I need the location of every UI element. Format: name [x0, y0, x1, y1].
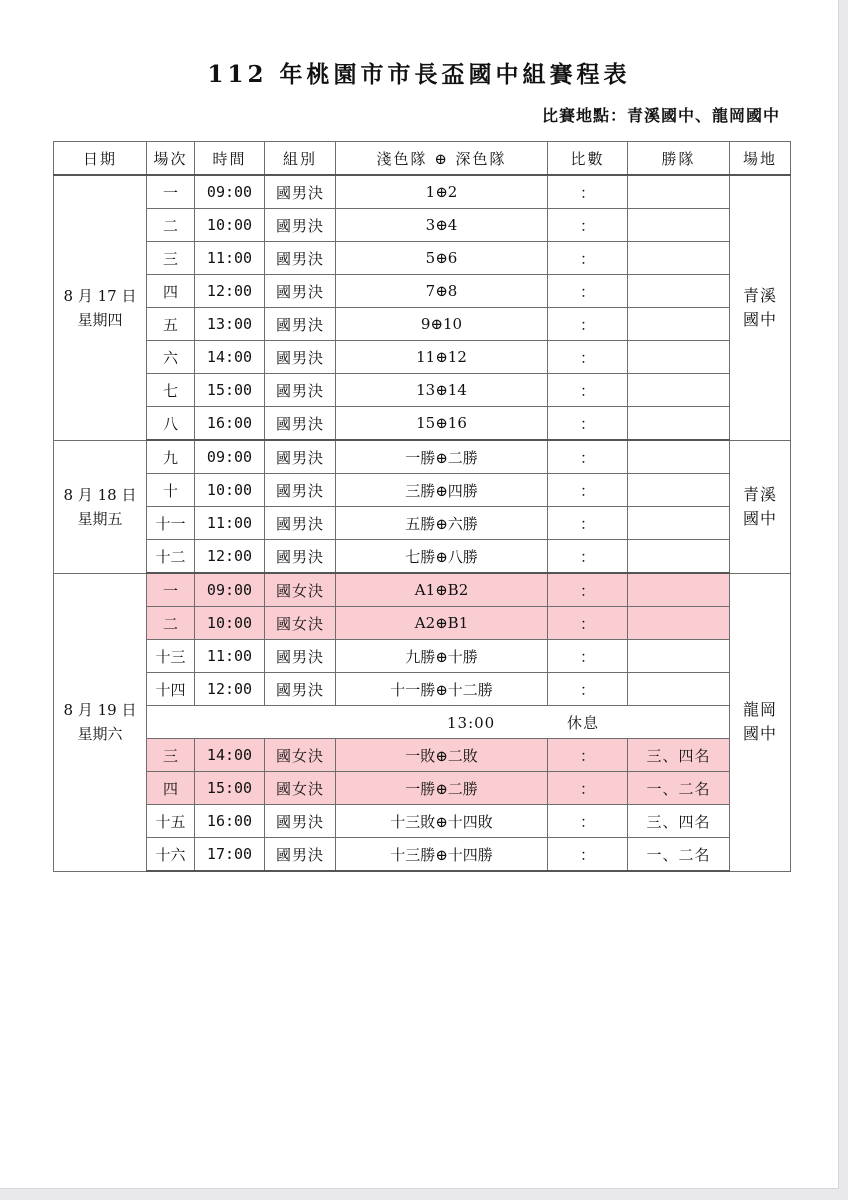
site-label: 龍岡: [742, 700, 777, 719]
time-cell: 12:00: [195, 540, 265, 574]
score-cell: ：: [548, 607, 628, 640]
site-label: 國中: [742, 309, 777, 329]
site-label: 國中: [742, 724, 777, 743]
teams-cell: 七勝⊕八勝: [336, 540, 548, 574]
teams-cell: 1⊕2: [336, 175, 548, 209]
time-cell: 16:00: [195, 407, 265, 441]
score-cell: ：: [548, 507, 628, 540]
table-row: [54, 341, 791, 374]
teams-cell: 15⊕16: [336, 407, 548, 441]
date-cell: [54, 440, 147, 573]
group-cell: 國男決: [265, 175, 336, 209]
teams-cell: 9⊕10: [336, 308, 548, 341]
table-row: [54, 805, 791, 838]
match-cell: 三: [147, 739, 195, 772]
score-cell: ：: [548, 242, 628, 275]
group-cell: 國男決: [265, 640, 336, 673]
table-row: [54, 308, 791, 341]
site-label: 青溪: [742, 484, 777, 504]
match-cell: 十: [147, 474, 195, 507]
time-cell: 13:00: [195, 308, 265, 341]
teams-cell: 三勝⊕四勝: [336, 474, 548, 507]
teams-cell: 一敗⊕二敗: [336, 739, 548, 772]
teams-cell: 五勝⊕六勝: [336, 507, 548, 540]
time-cell: 15:00: [195, 772, 265, 805]
site-label: 國中: [742, 508, 777, 528]
winner-cell: [628, 175, 730, 209]
table-row: [54, 673, 791, 706]
score-cell: ：: [548, 407, 628, 441]
winner-cell: [628, 275, 730, 308]
table-row: [54, 838, 791, 872]
score-cell: ：: [548, 275, 628, 308]
header-time: 時間: [195, 142, 265, 176]
time-cell: 14:00: [195, 341, 265, 374]
match-cell: 一: [147, 573, 195, 607]
teams-cell: 7⊕8: [336, 275, 548, 308]
group-cell: 國男決: [265, 374, 336, 407]
table-row: [54, 440, 791, 474]
match-cell: 十二: [147, 540, 195, 574]
time-cell: 09:00: [195, 573, 265, 607]
teams-cell: A1⊕B2: [336, 573, 548, 607]
match-cell: 一: [147, 175, 195, 209]
match-cell: 十四: [147, 673, 195, 706]
header-match: 場次: [147, 142, 195, 176]
group-cell: 國男決: [265, 540, 336, 574]
date-label: 8 月 17 日: [63, 286, 137, 305]
group-cell: 國男決: [265, 805, 336, 838]
date-label: 8 月 19 日: [63, 701, 137, 719]
winner-cell: [628, 242, 730, 275]
site-cell: [730, 175, 791, 440]
winner-cell: [628, 341, 730, 374]
time-cell: 09:00: [195, 175, 265, 209]
table-row: [54, 275, 791, 308]
date-cell: [54, 175, 147, 440]
site-label: 青溪: [742, 285, 777, 305]
group-cell: 國女決: [265, 607, 336, 640]
match-cell: 四: [147, 275, 195, 308]
group-cell: 國女決: [265, 772, 336, 805]
teams-cell: 3⊕4: [336, 209, 548, 242]
winner-cell: [628, 607, 730, 640]
header-teams: 淺色隊 ⊕ 深色隊: [336, 142, 548, 176]
score-cell: ：: [548, 374, 628, 407]
time-cell: 11:00: [195, 640, 265, 673]
schedule-body: [54, 175, 791, 871]
time-cell: 11:00: [195, 242, 265, 275]
table-row: [54, 474, 791, 507]
score-cell: ：: [548, 540, 628, 574]
score-cell: ：: [548, 805, 628, 838]
teams-cell: 13⊕14: [336, 374, 548, 407]
winner-cell: 一、二名: [628, 772, 730, 805]
match-cell: 十六: [147, 838, 195, 872]
winner-cell: [628, 640, 730, 673]
group-cell: 國男決: [265, 308, 336, 341]
winner-cell: [628, 407, 730, 441]
score-cell: ：: [548, 209, 628, 242]
table-row: [54, 175, 791, 209]
teams-cell: 十三敗⊕十四敗: [336, 805, 548, 838]
table-row: [54, 640, 791, 673]
score-cell: ：: [548, 673, 628, 706]
time-cell: 10:00: [195, 474, 265, 507]
match-cell: 十一: [147, 507, 195, 540]
table-row: [54, 209, 791, 242]
match-cell: 八: [147, 407, 195, 441]
time-cell: 12:00: [195, 673, 265, 706]
time-cell: 17:00: [195, 838, 265, 872]
match-cell: 十五: [147, 805, 195, 838]
table-row: [54, 407, 791, 441]
time-cell: 11:00: [195, 507, 265, 540]
match-cell: 九: [147, 440, 195, 474]
table-row: [54, 739, 791, 772]
header-row: [54, 142, 791, 176]
time-cell: 12:00: [195, 275, 265, 308]
score-cell: ：: [548, 308, 628, 341]
group-cell: 國男決: [265, 673, 336, 706]
winner-cell: [628, 474, 730, 507]
table-row: [54, 772, 791, 805]
winner-cell: 三、四名: [628, 739, 730, 772]
time-cell: 14:00: [195, 739, 265, 772]
score-cell: ：: [548, 175, 628, 209]
break-time: 13:00: [446, 713, 496, 732]
break-cell: [147, 706, 730, 739]
winner-cell: [628, 209, 730, 242]
teams-cell: 十一勝⊕十二勝: [336, 673, 548, 706]
match-cell: 七: [147, 374, 195, 407]
match-cell: 六: [147, 341, 195, 374]
weekday-label: 星期四: [77, 310, 123, 329]
score-cell: ：: [548, 573, 628, 607]
match-cell: 四: [147, 772, 195, 805]
score-cell: ：: [548, 474, 628, 507]
date-label: 8 月 18 日: [63, 485, 137, 504]
time-cell: 15:00: [195, 374, 265, 407]
match-cell: 二: [147, 607, 195, 640]
date-cell: [54, 573, 147, 871]
group-cell: 國女決: [265, 573, 336, 607]
group-cell: 國男決: [265, 209, 336, 242]
group-cell: 國男決: [265, 275, 336, 308]
header-site: 場地: [730, 142, 791, 176]
group-cell: 國男決: [265, 341, 336, 374]
score-cell: ：: [548, 739, 628, 772]
match-cell: 二: [147, 209, 195, 242]
score-cell: ：: [548, 838, 628, 872]
table-row: [54, 607, 791, 640]
page-title: 112 年桃園市市長盃國中組賽程表: [207, 61, 631, 88]
teams-cell: 一勝⊕二勝: [336, 440, 548, 474]
score-cell: ：: [548, 772, 628, 805]
winner-cell: 一、二名: [628, 838, 730, 872]
weekday-label: 星期五: [77, 509, 123, 528]
table-row: [54, 242, 791, 275]
teams-cell: A2⊕B1: [336, 607, 548, 640]
winner-cell: 三、四名: [628, 805, 730, 838]
table-row: [54, 540, 791, 574]
time-cell: 10:00: [195, 607, 265, 640]
group-cell: 國男決: [265, 838, 336, 872]
schedule-table: [53, 141, 791, 872]
break-row: [54, 706, 791, 739]
winner-cell: [628, 507, 730, 540]
match-cell: 五: [147, 308, 195, 341]
match-cell: 十三: [147, 640, 195, 673]
venue-line: 比賽地點：青溪國中、龍岡國中: [541, 106, 780, 125]
group-cell: 國女決: [265, 739, 336, 772]
header-winner: 勝隊: [628, 142, 730, 176]
winner-cell: [628, 374, 730, 407]
group-cell: 國男決: [265, 440, 336, 474]
header-score: 比數: [548, 142, 628, 176]
site-cell: [730, 573, 791, 871]
teams-cell: 5⊕6: [336, 242, 548, 275]
header-date: 日期: [54, 142, 147, 176]
table-row: [54, 573, 791, 607]
group-cell: 國男決: [265, 242, 336, 275]
time-cell: 16:00: [195, 805, 265, 838]
table-row: [54, 507, 791, 540]
winner-cell: [628, 308, 730, 341]
site-cell: [730, 440, 791, 573]
teams-cell: 十三勝⊕十四勝: [336, 838, 548, 872]
winner-cell: [628, 540, 730, 574]
winner-cell: [628, 573, 730, 607]
winner-cell: [628, 440, 730, 474]
time-cell: 10:00: [195, 209, 265, 242]
teams-cell: 一勝⊕二勝: [336, 772, 548, 805]
teams-cell: 11⊕12: [336, 341, 548, 374]
teams-cell: 九勝⊕十勝: [336, 640, 548, 673]
time-cell: 09:00: [195, 440, 265, 474]
score-cell: ：: [548, 341, 628, 374]
weekday-label: 星期六: [77, 725, 123, 743]
break-label: 休息: [566, 713, 599, 732]
winner-cell: [628, 673, 730, 706]
group-cell: 國男決: [265, 407, 336, 441]
score-cell: ：: [548, 640, 628, 673]
header-group: 組別: [265, 142, 336, 176]
group-cell: 國男決: [265, 507, 336, 540]
table-row: [54, 374, 791, 407]
score-cell: ：: [548, 440, 628, 474]
match-cell: 三: [147, 242, 195, 275]
group-cell: 國男決: [265, 474, 336, 507]
